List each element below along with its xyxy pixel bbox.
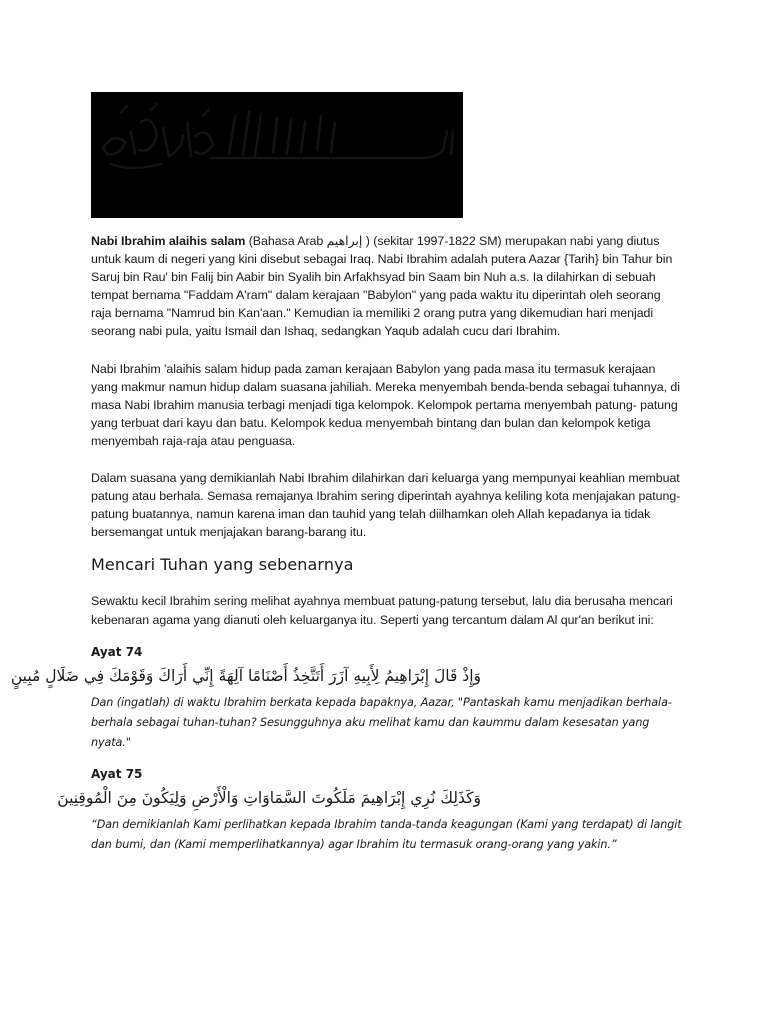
ayat-74-title: Ayat 74 (91, 644, 143, 659)
prophet-name: Nabi Ibrahim alaihis salam (91, 234, 246, 248)
basmala-banner (91, 92, 463, 218)
document-page (10, 92, 683, 855)
intro-text-1: (Bahasa Arab (245, 234, 327, 248)
intro-arabic-name: إبراهيم (326, 234, 363, 248)
paragraph-childhood: Sewaktu kecil Ibrahim sering melihat ayahnya membuat patung-patung tersebut, lalu dia berusaha mencari kebenaran agama yang dianuti oleh keluarganya itu. Seperti yang tercantum dalam Al qur'an berikut ini: (91, 594, 673, 627)
ayat-74-translation: Dan (ingatlah) di waktu Ibrahim berkata kepada bapaknya, Aazar, "Pantaskah kamu menjadikan berhala-berhala sebagai tuhan-tuhan? Sesungguhnya aku melihat kamu dan kaummu dalam kesesatan yang nyata." (91, 695, 672, 749)
ayat-74-arabic: وَإِذْ قَالَ إِبْرَاهِيمُ لِأَبِيهِ آزَرَ أَتَتَّخِذُ أَصْنَامًا آلِهَةً إِنِّي أَرَاكَ وَقَوْمَكَ فِي ضَلَالٍ مُبِينٍ (10, 666, 481, 685)
basmala-calligraphy-image (91, 92, 463, 218)
ayat-75-title: Ayat 75 (91, 766, 143, 781)
paragraph-babylon: Nabi Ibrahim 'alaihis salam hidup pada zaman kerajaan Babylon yang pada masa itu termasuk kerajaan yang makmur namun hidup dalam suasana jahiliah. Mereka menyembah benda-benda sebagai tuhannya, di masa Nabi Ibrahim manusia terbagi menjadi tiga kelompok. Kelompok pertama menyembah patung- patung yang terbuat dari kayu dan batu. Kelompok kedua menyembah bintang dan bulan dan kelompok ketiga menyembah raja-raja atau penguasa. (91, 361, 680, 448)
intro-paragraph (91, 232, 683, 341)
intro-text-2: ) (sekitar 1997-1822 SM) merupakan nabi yang diutus untuk kaum di negeri yang kini disebut sebagai Iraq. Nabi Ibrahim adalah putera Aazar {Tarih} bin Tahur bin Saruj bin Rau' bin Falij bin Aabir bin Syalih bin Arfakhsyad bin Saam bin Nuh a.s. Ia dilahirkan di sebuah tempat bernama "Faddam A'ram" dalam kerajaan "Babylon" yang pada waktu itu diperintah oleh seorang raja bernama "Namrud bin Kan'aan." Kemudian ia memiliki 2 orang putra yang dikemudian hari menjadi seorang nabi pula, yaitu Ismail dan Ishaq, sedangkan Yaqub adalah cucu dari Ibrahim. (91, 234, 673, 339)
paragraph-birth: Dalam suasana yang demikianlah Nabi Ibrahim dilahirkan dari keluarga yang mempunyai keahlian membuat patung atau berhala. Semasa remajanya Ibrahim sering diperintah ayahnya keliling kota menjajakan patung-patung buatannya, namun karena iman dan tauhid yang telah diilhamkan oleh Allah kepadanya ia tidak bersemangat untuk menjajakan barang-barang itu. (91, 471, 681, 540)
section-heading: Mencari Tuhan yang sebenarnya (91, 555, 354, 575)
ayat-75-translation: “Dan demikianlah Kami perlihatkan kepada Ibrahim tanda-tanda keagungan (Kami yang terdapat) di langit dan bumi, dan (Kami memperlihatkannya) agar Ibrahim itu termasuk orang-orang yang yakin.” (91, 817, 682, 851)
ayat-75-arabic: وَكَذَلِكَ نُرِي إِبْرَاهِيمَ مَلَكُوتَ السَّمَاوَاتِ وَالْأَرْضِ وَلِيَكُونَ مِنَ الْمُوقِنِينَ (57, 788, 481, 807)
